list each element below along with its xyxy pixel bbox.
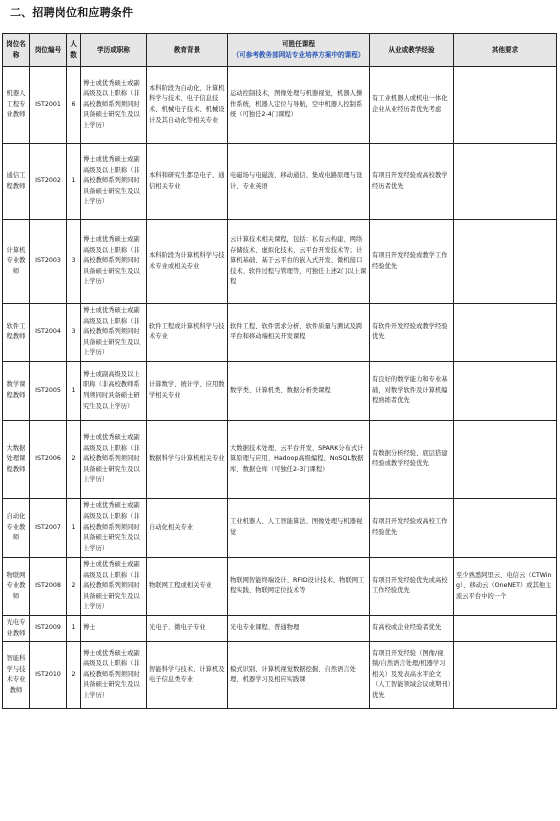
table-row (3, 498, 557, 557)
courses-cell: 数学类、计算机类、数据分析类课程 (228, 361, 370, 420)
table-row (3, 304, 557, 362)
table-row (3, 144, 557, 220)
table-row (3, 420, 557, 498)
position-code-cell: IST2002 (30, 144, 67, 220)
other-requirements-cell (454, 361, 557, 420)
position-name-cell: 自动化专业教师 (3, 498, 30, 557)
position-code-cell: IST2010 (30, 642, 67, 709)
header-background: 教育背景 (147, 34, 228, 67)
headcount-cell: 6 (67, 67, 81, 144)
position-name-cell: 光电专业教师 (3, 615, 30, 641)
position-name-cell: 物联网专业教师 (3, 557, 30, 615)
courses-cell: 大数据技术处理、云平台开发、SPARK分布式计算原理与应用、Hadoop高级编程、NoSQL数据库、数据仓库（可独任2-3门课程） (228, 420, 370, 498)
position-code-cell: IST2009 (30, 615, 67, 641)
other-requirements-cell (454, 144, 557, 220)
position-name-cell: 软件工程教师 (3, 304, 30, 362)
header-position-code: 岗位编号 (30, 34, 67, 67)
position-name-cell: 计算机专业教师 (3, 220, 30, 304)
other-requirements-cell (454, 220, 557, 304)
experience-cell: 有数据分析经验、底层搭建经验或教学经验优先 (370, 420, 454, 498)
courses-cell: 光电专业课程、普通物理 (228, 615, 370, 641)
experience-cell: 有项目开发经验（图像/视频/自然语言处理/机器学习相关）及发表高水平论文（人工智能领域会议或期刊）优先 (370, 642, 454, 709)
courses-cell: 电磁场与电磁波、移动通信、集成电路原理与设计、专业英语 (228, 144, 370, 220)
table-row (3, 615, 557, 641)
other-requirements-cell (454, 498, 557, 557)
background-cell: 本科阶段为计算机科学与技术专业或相关专业 (147, 220, 228, 304)
headcount-cell: 3 (67, 304, 81, 362)
other-requirements-cell (454, 67, 557, 144)
education-cell: 博士或优秀硕士或副高级及以上职称（非高校教师系列须同时具备硕士研究生及以上学历） (81, 304, 147, 362)
position-code-cell: IST2008 (30, 557, 67, 615)
header-headcount: 人数 (67, 34, 81, 67)
background-cell: 数据科学与计算机相关专业 (147, 420, 228, 498)
position-code-cell: IST2003 (30, 220, 67, 304)
headcount-cell: 2 (67, 557, 81, 615)
experience-cell: 有工业机器人或机电一体化企业从业经历者优先考虑 (370, 67, 454, 144)
headcount-cell: 2 (67, 420, 81, 498)
table-body (3, 67, 557, 709)
header-courses (228, 34, 370, 67)
position-code-cell: IST2005 (30, 361, 67, 420)
position-name-cell: 智能科学与技术专业教师 (3, 642, 30, 709)
header-education: 学历或职称 (81, 34, 147, 67)
headcount-cell: 1 (67, 498, 81, 557)
header-position-name: 岗位名称 (3, 34, 30, 67)
recruitment-table (2, 33, 557, 709)
other-requirements-cell (454, 304, 557, 362)
experience-cell: 有良好的数学能力和专业基础，对数学软件及计算机编程熟练者优先 (370, 361, 454, 420)
header-experience: 从业或教学经验 (370, 34, 454, 67)
other-requirements-cell (454, 420, 557, 498)
headcount-cell: 1 (67, 615, 81, 641)
experience-cell: 有高校或企业经验者优先 (370, 615, 454, 641)
headcount-cell: 2 (67, 642, 81, 709)
background-cell: 软件工程或计算机科学与技术专业 (147, 304, 228, 362)
position-name-cell: 大数据处理课程教师 (3, 420, 30, 498)
courses-cell: 物联网智能终端设计、RFID设计技术、物联网工程实践、物联网定位技术等 (228, 557, 370, 615)
background-cell: 计算数学、统计学、应用数学相关专业 (147, 361, 228, 420)
position-code-cell: IST2006 (30, 420, 67, 498)
background-cell: 本科和研究生都是电子、通信相关专业 (147, 144, 228, 220)
experience-cell: 有软件开发经验或教学经验优先 (370, 304, 454, 362)
table-row (3, 220, 557, 304)
background-cell: 光电子、微电子专业 (147, 615, 228, 641)
courses-cell: 模式识别、计算机视觉数据挖掘、自然语言处理、机器学习及相应实践课 (228, 642, 370, 709)
section-title: 二、招聘岗位和应聘条件 (10, 6, 134, 19)
other-requirements-cell (454, 642, 557, 709)
education-cell: 博士或优秀硕士或副高级及以上职称（非高校教师系列须同时具备硕士研究生及以上学历） (81, 557, 147, 615)
position-name-cell: 通信工程教师 (3, 144, 30, 220)
courses-cell: 云计算技术相关课程，包括：私有云构建、网络存储技术、虚拟化技术、云平台开发技术等；计算机基础、基于云平台的嵌入式开发、微机接口技术、软件过程与管理等，可独任上述2门以上课程 (228, 220, 370, 304)
courses-cell: 软件工程、软件需求分析、软件质量与测试及跨平台和移动端相关开发课程 (228, 304, 370, 362)
courses-cell: 运动控制技术，图像处理与机器视觉，机器人操作系统，机器人定位与导航，空中机器人控制系统（可独任2-4门课程） (228, 67, 370, 144)
education-cell: 博士或优秀硕士或副高级及以上职称（非高校教师系列须同时具备硕士研究生及以上学历） (81, 642, 147, 709)
background-cell: 本科阶段为自动化、计算机科学与技术、电子信息技术、机械电子技术、机械设计及其自动化等相关专业 (147, 67, 228, 144)
headcount-cell: 3 (67, 220, 81, 304)
headcount-cell: 1 (67, 361, 81, 420)
experience-cell: 有项目开发经验或高校工作经验优先 (370, 498, 454, 557)
position-name-cell: 数学课程教师 (3, 361, 30, 420)
headcount-cell: 1 (67, 144, 81, 220)
background-cell: 自动化相关专业 (147, 498, 228, 557)
education-cell: 博士或优秀硕士或副高级及以上职称（非高校教师系列须同时具备硕士研究生及以上学历） (81, 220, 147, 304)
header-courses-note: （可参考教务部网站专业培养方案中的课程） (232, 51, 365, 59)
education-cell: 博士或优秀硕士或副高级及以上职称（非高校教师系列须同时具备硕士研究生及以上学历） (81, 420, 147, 498)
table-row (3, 557, 557, 615)
background-cell: 物联网工程或相关专业 (147, 557, 228, 615)
table-row (3, 361, 557, 420)
table-row (3, 67, 557, 144)
position-code-cell: IST2001 (30, 67, 67, 144)
position-name-cell: 机器人工程专业教师 (3, 67, 30, 144)
header-other: 其他要求 (454, 34, 557, 67)
experience-cell: 有项目开发经验优先或高校工作经验优先 (370, 557, 454, 615)
experience-cell: 有项目开发经验或教学工作经验优先 (370, 220, 454, 304)
other-requirements-cell (454, 615, 557, 641)
education-cell: 博士或副高级及以上职称（非高校教师系列须同时具备硕士研究生及以上学历） (81, 361, 147, 420)
position-code-cell: IST2007 (30, 498, 67, 557)
experience-cell: 有项目开发经验或高校教学经历者优先 (370, 144, 454, 220)
education-cell: 博士或优秀硕士或副高级及以上职称（非高校教师系列须同时具备硕士研究生及以上学历） (81, 67, 147, 144)
background-cell: 智能科学与技术、计算机及电子信息类专业 (147, 642, 228, 709)
education-cell: 博士或优秀硕士或副高级及以上职称（非高校教师系列须同时具备硕士研究生及以上学历） (81, 498, 147, 557)
courses-cell: 工业机器人、人工智能算法、图像处理与机器视觉 (228, 498, 370, 557)
other-requirements-cell: 至少熟悉阿里云、电信云（CTWing）、移动云（OneNET）或其他主流云平台中的一个 (454, 557, 557, 615)
table-header-row (3, 34, 557, 67)
position-code-cell: IST2004 (30, 304, 67, 362)
education-cell: 博士 (81, 615, 147, 641)
header-courses-label: 可胜任课程 (282, 40, 315, 49)
education-cell: 博士或优秀硕士或副高级及以上职称（非高校教师系列须同时具备硕士研究生及以上学历） (81, 144, 147, 220)
table-row (3, 642, 557, 709)
